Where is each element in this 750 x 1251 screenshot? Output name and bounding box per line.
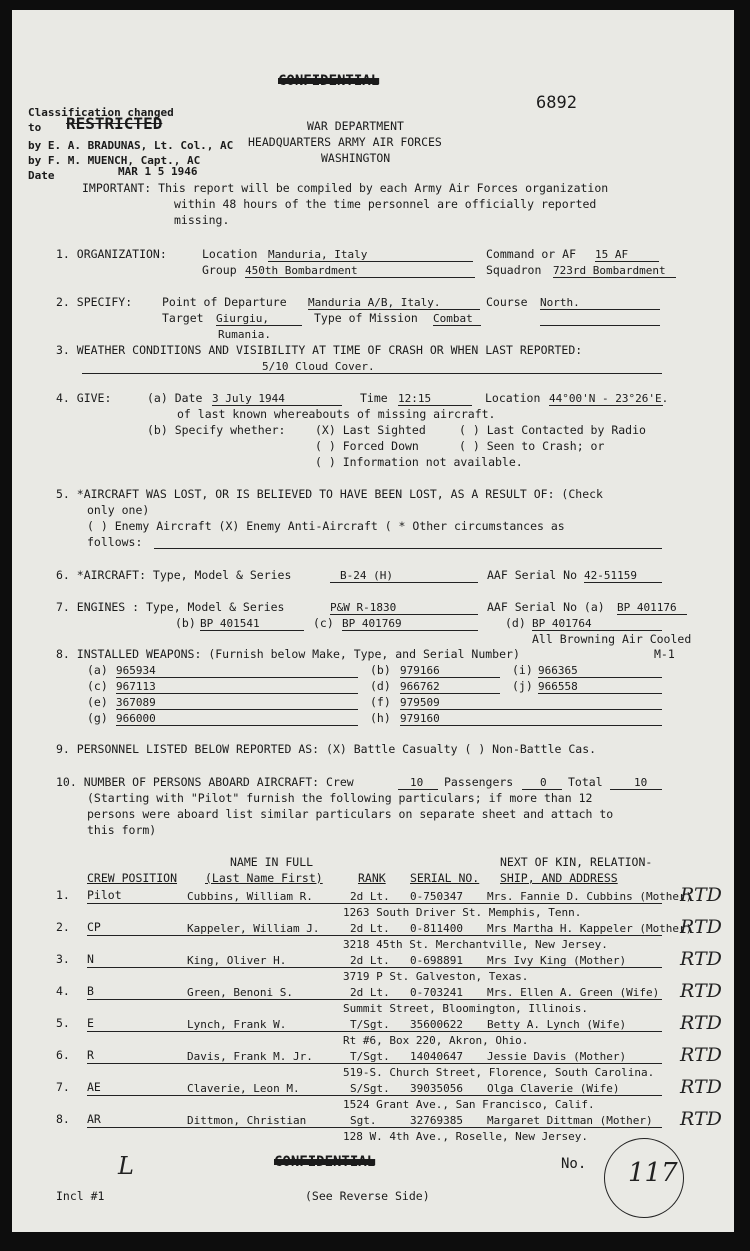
s6-type: B-24 (H) [330,569,478,583]
crew-address: 519-S. Church Street, Florence, South Carolina. [343,1066,655,1079]
header-name-full: NAME IN FULL [230,855,314,869]
crew-rtd-mark: RTD [680,980,722,1002]
s10-line4: this form) [87,823,157,837]
header-next-of-kin: NEXT OF KIN, RELATION- [500,855,653,869]
crew-rank: 2d Lt. [350,986,390,999]
s3-value: 5/10 Cloud Cover. [82,360,662,374]
weapon-value-a: 965934 [116,664,358,678]
crew-row-line [87,1095,662,1096]
s10-line3: persons were aboard list similar particulars on separate sheet and attach to [87,807,614,821]
crew-name: King, Oliver H. [187,954,287,967]
s6-serial-label: AAF Serial No [487,568,578,582]
crew-next-of-kin: Betty A. Lynch (Wife) [487,1018,627,1031]
crew-name: Lynch, Frank W. [187,1018,287,1031]
weapon-value-c: 967113 [116,680,358,694]
crew-next-of-kin: Margaret Dittman (Mother) [487,1114,653,1127]
crew-row-line [87,1031,662,1032]
s10-label: 10. NUMBER OF PERSONS ABOARD AIRCRAFT: Crew [56,775,354,789]
crew-serial: 39035056 [410,1082,463,1095]
crew-position: CP [87,920,101,934]
header-serial-no: SERIAL NO. [410,871,480,885]
weapon-label-j: (j) [512,679,533,693]
s7-d-label: (d) [505,616,526,630]
s2-course-label: Course [486,295,528,309]
s7-serial-d: BP 401764 [532,617,662,631]
crew-next-of-kin: Mrs Martha H. Kappeler (Mother) [487,922,693,935]
s7-type: P&W R-1830 [330,601,478,615]
handwritten-mark: L [118,1152,134,1180]
s4-opt-last-sighted: (X) Last Sighted [315,423,426,437]
crew-name: Dittmon, Christian [187,1114,307,1127]
s1-command-label: Command or AF [486,247,577,261]
crew-row-number: 8. [56,1112,70,1126]
crew-rank: T/Sgt. [350,1018,390,1031]
crew-serial: 0-750347 [410,890,463,903]
crew-rank: 2d Lt. [350,954,390,967]
confidential-stamp-bottom: CONFIDENTIAL [274,1154,376,1170]
crew-row-number: 2. [56,920,70,934]
weapon-value-h: 979160 [400,712,662,726]
crew-rtd-mark: RTD [680,1012,722,1034]
crew-rtd-mark: RTD [680,1108,722,1130]
s6-label: 6. *AIRCRAFT: Type, Model & Series [56,568,292,582]
s2-course: North. [540,296,660,310]
weapon-label-e: (e) [87,695,108,709]
s4-time-label: Time [360,391,388,405]
class-line-4: by F. M. MUENCH, Capt., AC [28,154,201,167]
s1-location-label: Location [202,247,258,261]
weapon-value-e: 367089 [116,696,358,710]
crew-row-line [87,1127,662,1128]
weapon-value-g: 966000 [116,712,358,726]
s5-blank-line [154,548,662,549]
crew-rtd-mark: RTD [680,1076,722,1098]
crew-name: Davis, Frank M. Jr. [187,1050,313,1063]
crew-row-number: 5. [56,1016,70,1030]
s1-squadron: 723rd Bombardment [553,264,676,278]
crew-rank: 2d Lt. [350,922,390,935]
s1-group-label: Group [202,263,237,277]
s10-total: 10 [610,776,662,790]
crew-position: AE [87,1080,101,1094]
see-reverse-side: (See Reverse Side) [305,1189,430,1203]
crew-address: 128 W. 4th Ave., Roselle, New Jersey. [343,1130,589,1143]
class-date: MAR 1 5 1946 [118,165,198,178]
weapon-value-j: 966558 [538,680,662,694]
weapon-label-c: (c) [87,679,108,693]
s4-date: 3 July 1944 [212,392,342,406]
crew-row-line [87,935,662,936]
class-line-1: Classification changed [28,106,174,119]
s5-line4: follows: [87,535,143,549]
s2-label: 2. SPECIFY: [56,295,133,309]
crew-position: N [87,952,94,966]
crew-position: E [87,1016,94,1030]
crew-next-of-kin: Mrs. Fannie D. Cubbins (Mother) [487,890,693,903]
crew-next-of-kin: Mrs. Ellen A. Green (Wife) [487,986,660,999]
weapon-label-h: (h) [370,711,391,725]
crew-address: 1524 Grant Ave., San Francisco, Calif. [343,1098,595,1111]
crew-address: Summit Street, Bloomington, Illinois. [343,1002,589,1015]
weapon-label-a: (a) [87,663,108,677]
s3-label: 3. WEATHER CONDITIONS AND VISIBILITY AT TIME OF CRASH OR WHEN LAST REPORTED: [56,343,583,357]
s10-crew: 10 [398,776,438,790]
s2-target: Giurgiu, [216,312,302,326]
s4-time: 12:15 [398,392,472,406]
s4-opt-seen-crash: ( ) Seen to Crash; or [459,439,605,453]
crew-row-line [87,903,662,904]
s7-serial-label: AAF Serial No (a) [487,600,605,614]
hq-aaf: HEADQUARTERS ARMY AIR FORCES [248,135,442,149]
s10-passengers: 0 [522,776,562,790]
crew-name: Claverie, Leon M. [187,1082,300,1095]
crew-serial: 35600622 [410,1018,463,1031]
document-number: 6892 [536,93,577,113]
crew-address: 3719 P St. Galveston, Texas. [343,970,529,983]
s7-serial-a: BP 401176 [617,601,687,615]
crew-serial: 0-703241 [410,986,463,999]
s2-mission-label: Type of Mission [314,311,418,325]
city: WASHINGTON [321,151,391,165]
important-note-2: within 48 hours of the time personnel are officially reported [174,197,597,211]
crew-next-of-kin: Mrs Ivy King (Mother) [487,954,627,967]
weapon-label-d: (d) [370,679,391,693]
s7-serial-b: BP 401541 [200,617,304,631]
crew-serial: 32769385 [410,1114,463,1127]
crew-rank: 2d Lt. [350,890,390,903]
s4-location-label: Location [485,391,541,405]
header-last-name-first: (Last Name First) [205,871,323,885]
weapon-label-g: (g) [87,711,108,725]
header-rank: RANK [358,871,386,885]
s7-label: 7. ENGINES : Type, Model & Series [56,600,285,614]
class-restricted: RESTRICTED [66,114,163,133]
s8-label: 8. INSTALLED WEAPONS: (Furnish below Make, Type, and Serial Number) [56,647,520,661]
weapon-value-f: 979509 [400,696,662,710]
class-line-5: Date [28,169,55,182]
s2-target-label: Target [162,311,204,325]
crew-rank: T/Sgt. [350,1050,390,1063]
crew-row-line [87,999,662,1000]
crew-rank: S/Sgt. [350,1082,390,1095]
s2-target-2: Rumania. [218,328,271,341]
crew-rtd-mark: RTD [680,884,722,906]
crew-serial: 0-698891 [410,954,463,967]
s1-location: Manduria, Italy [268,248,473,262]
crew-serial: 0-811400 [410,922,463,935]
header-ship-address: SHIP, AND ADDRESS [500,871,618,885]
important-note: IMPORTANT: This report will be compiled by each Army Air Forces organization [82,181,609,195]
crew-next-of-kin: Olga Claverie (Wife) [487,1082,620,1095]
crew-position: AR [87,1112,101,1126]
s5-line2: only one) [87,503,150,517]
crew-position: Pilot [87,888,122,902]
important-note-3: missing. [174,213,230,227]
s4-label: 4. GIVE: [56,391,112,405]
s1-command: 15 AF [595,248,659,262]
crew-name: Kappeler, William J. [187,922,320,935]
s8-note: All Browning Air Cooled [532,632,692,646]
s7-c-label: (c) [313,616,334,630]
s1-label: 1. ORGANIZATION: [56,247,167,261]
s4-opt-info-na: ( ) Information not available. [315,455,523,469]
s7-serial-c: BP 401769 [342,617,478,631]
war-department: WAR DEPARTMENT [307,119,404,133]
crew-row-line [87,967,662,968]
crew-position: R [87,1048,94,1062]
s4-b-label: (b) Specify whether: [147,423,286,437]
s6-serial: 42-51159 [584,569,662,583]
header-crew-position: CREW POSITION [87,871,178,885]
s10-total-label: Total [568,775,603,789]
weapon-value-b: 979166 [400,664,500,678]
weapon-label-f: (f) [370,695,391,709]
crew-address: Rt #6, Box 220, Akron, Ohio. [343,1034,529,1047]
class-line-2: to [28,121,42,134]
crew-row-number: 3. [56,952,70,966]
weapon-value-i: 966365 [538,664,662,678]
s10-passengers-label: Passengers [444,775,514,789]
crew-row-number: 6. [56,1048,70,1062]
crew-row-number: 7. [56,1080,70,1094]
s1-squadron-label: Squadron [486,263,542,277]
crew-address: 3218 45th St. Merchantville, New Jersey. [343,938,608,951]
s9-label: 9. PERSONNEL LISTED BELOW REPORTED AS: (X) Battle Casualty ( ) Non-Battle Cas. [56,742,597,756]
weapon-value-d: 966762 [400,680,500,694]
crew-serial: 14040647 [410,1050,463,1063]
crew-row-number: 1. [56,888,70,902]
class-line-3: by E. A. BRADUNAS, Lt. Col., AC [28,139,234,152]
inclosure-label: Incl #1 [56,1189,105,1203]
crew-name: Cubbins, William R. [187,890,313,903]
number-label: No. [561,1156,587,1172]
number-value: 117 [628,1158,678,1188]
confidential-stamp-top: CONFIDENTIAL [278,73,380,89]
crew-row-line [87,1063,662,1064]
s1-group: 450th Bombardment [245,264,475,278]
weapon-label-i: (i) [512,663,533,677]
s2-mission: Combat [433,312,481,326]
s5-line3: ( ) Enemy Aircraft (X) Enemy Anti-Aircraft ( * Other circumstances as [87,519,565,533]
s4-opt-forced-down: ( ) Forced Down [315,439,419,453]
s5-line1: 5. *AIRCRAFT WAS LOST, OR IS BELIEVED TO HAVE BEEN LOST, AS A RESULT OF: (Check [56,487,603,501]
s4-location: 44°00'N - 23°26'E. [549,392,669,405]
s2-pod-label: Point of Departure [162,295,287,309]
s2-pod: Manduria A/B, Italy. [308,296,480,310]
s7-b-label: (b) [175,616,196,630]
crew-address: 1263 South Driver St. Memphis, Tenn. [343,906,582,919]
crew-rank: Sgt. [350,1114,377,1127]
crew-position: B [87,984,94,998]
s10-line2: (Starting with "Pilot" furnish the following particulars; if more than 12 [87,791,593,805]
s4-line2: of last known whereabouts of missing aircraft. [177,407,496,421]
s8-note-2: M-1 [654,647,675,661]
s4-a-label: (a) Date [147,391,203,405]
crew-row-number: 4. [56,984,70,998]
crew-next-of-kin: Jessie Davis (Mother) [487,1050,627,1063]
crew-name: Green, Benoni S. [187,986,293,999]
s2-blank-line [540,325,660,326]
s4-opt-last-contacted: ( ) Last Contacted by Radio [459,423,646,437]
crew-rtd-mark: RTD [680,916,722,938]
weapon-label-b: (b) [370,663,391,677]
crew-rtd-mark: RTD [680,948,722,970]
crew-rtd-mark: RTD [680,1044,722,1066]
